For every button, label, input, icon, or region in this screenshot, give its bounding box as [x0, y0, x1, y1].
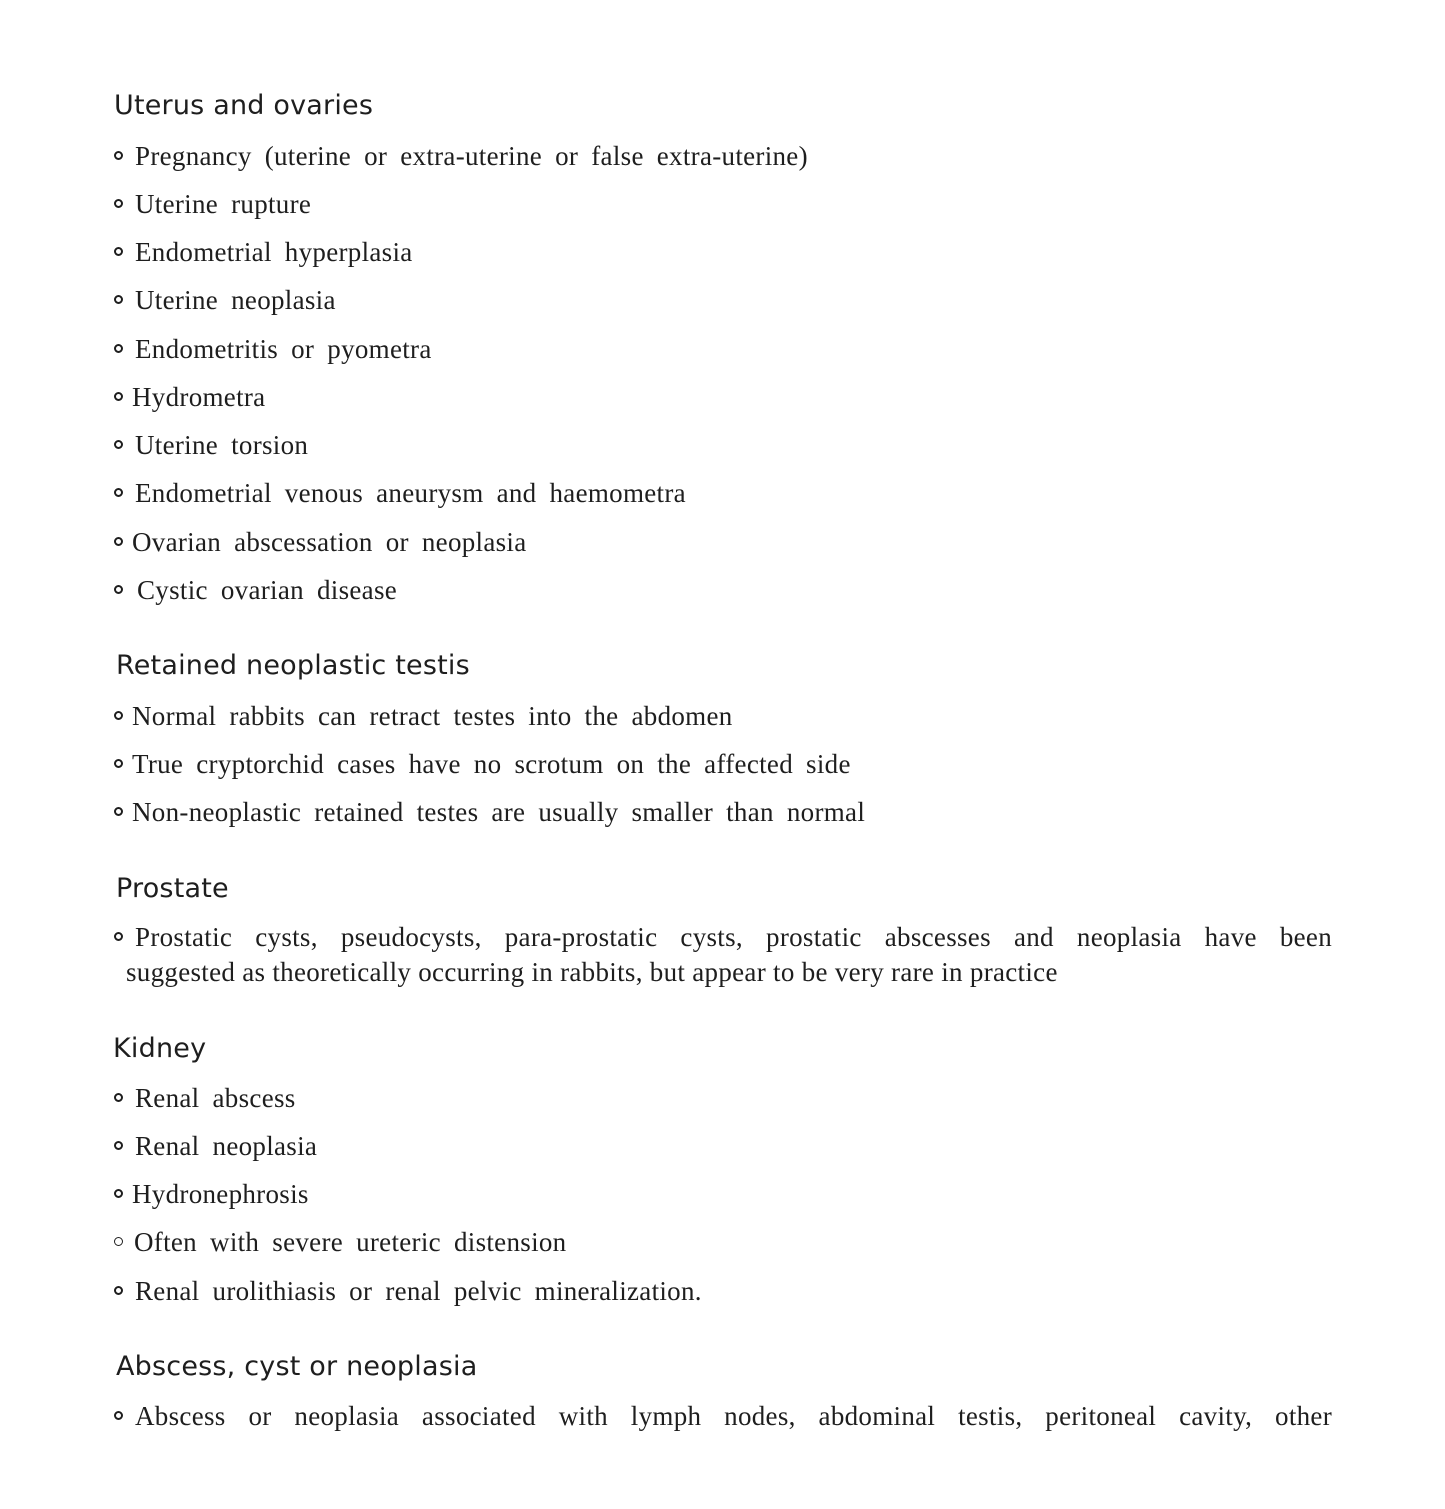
- list-item: Renal abscess: [114, 1085, 296, 1112]
- bullet-icon: [114, 1189, 123, 1198]
- section-heading-kidney: Kidney: [113, 1033, 207, 1064]
- list-item: Non-neoplastic retained testes are usually smaller than normal: [114, 799, 865, 826]
- bullet-icon: [114, 711, 123, 720]
- bullet-icon: [114, 759, 123, 768]
- bullet-icon: [114, 585, 123, 594]
- bullet-icon: [114, 199, 123, 208]
- list-item: Normal rabbits can retract testes into the abdomen: [114, 703, 733, 730]
- bullet-icon: [114, 1286, 123, 1295]
- list-item: Uterine rupture: [114, 191, 311, 218]
- list-item: Ovarian abscessation or neoplasia: [114, 529, 527, 556]
- section-heading-uterus-ovaries: Uterus and ovaries: [114, 90, 374, 121]
- bullet-icon: [114, 440, 123, 449]
- paragraph-line: Abscess or neoplasia associated with lymph nodes, abdominal testis, peritoneal cavity, other: [114, 1399, 1332, 1434]
- section-heading-retained-testis: Retained neoplastic testis: [116, 650, 470, 681]
- bullet-icon: [114, 1141, 123, 1150]
- bullet-icon: [114, 344, 123, 353]
- list-item: Cystic ovarian disease: [114, 577, 397, 604]
- list-item: Endometrial venous aneurysm and haemometra: [114, 480, 686, 507]
- bullet-icon: [114, 392, 123, 401]
- list-item: Endometritis or pyometra: [114, 336, 432, 363]
- paragraph-abscess: [114, 1399, 1332, 1434]
- section-heading-abscess-cyst-neoplasia: Abscess, cyst or neoplasia: [116, 1351, 478, 1382]
- bullet-icon: [114, 1093, 123, 1102]
- list-item: Pregnancy (uterine or extra-uterine or false extra-uterine): [114, 143, 808, 170]
- bullet-icon: [114, 295, 123, 304]
- bullet-icon: [114, 1411, 123, 1420]
- paragraph-line: suggested as theoretically occurring in rabbits, but appear to be very rare in practice: [126, 957, 1058, 987]
- list-item: Often with severe ureteric distension: [114, 1229, 566, 1256]
- bullet-icon: [114, 807, 123, 816]
- list-item: Uterine torsion: [114, 432, 308, 459]
- list-item: Endometrial hyperplasia: [114, 239, 413, 266]
- bullet-icon: [114, 537, 123, 546]
- list-item: True cryptorchid cases have no scrotum on the affected side: [114, 751, 851, 778]
- bullet-icon: [114, 488, 123, 497]
- list-item: Renal urolithiasis or renal pelvic mineralization.: [114, 1278, 702, 1305]
- bullet-icon: [114, 151, 123, 160]
- bullet-icon: [114, 247, 123, 256]
- hollow-bullet-icon: [114, 1237, 123, 1246]
- list-item: Hydronephrosis: [114, 1181, 309, 1208]
- section-heading-prostate: Prostate: [116, 873, 229, 904]
- paragraph-prostate: [114, 920, 1332, 990]
- list-item: Renal neoplasia: [114, 1133, 317, 1160]
- list-item: Uterine neoplasia: [114, 287, 336, 314]
- paragraph-line: Prostatic cysts, pseudocysts, para-prostatic cysts, prostatic abscesses and neoplasia have been: [114, 920, 1332, 955]
- list-item: Hydrometra: [114, 384, 265, 411]
- bullet-icon: [114, 932, 123, 941]
